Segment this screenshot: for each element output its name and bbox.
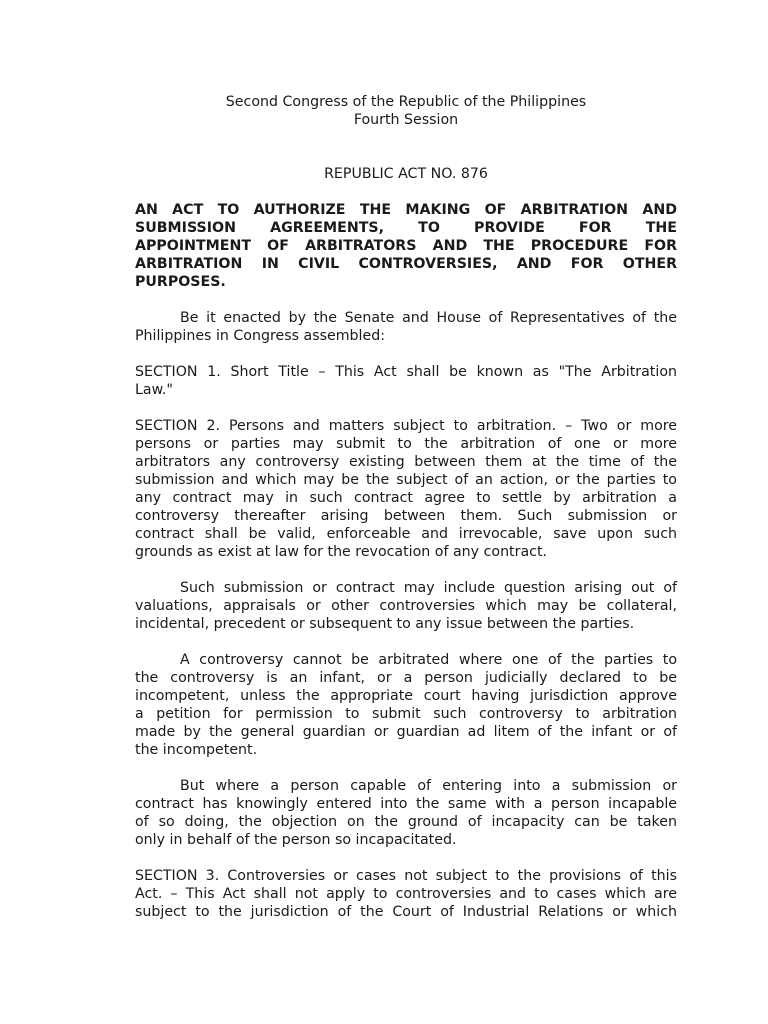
act-title-line: AN ACT TO AUTHORIZE THE MAKING OF ARBITRATION AND xyxy=(135,202,677,218)
paragraph-line: contract has knowingly entered into the same with a person incapable xyxy=(135,796,677,812)
paragraph-line: the controversy is an infant, or a person judicially declared to be xyxy=(135,670,677,686)
paragraph-line: incidental, precedent or subsequent to any issue between the parties. xyxy=(135,616,635,632)
paragraph-line: submission and which may be the subject of an action, or the parties to xyxy=(135,472,677,488)
paragraph-line: persons or parties may submit to the arbitration of one or more xyxy=(135,436,677,452)
paragraph-line: Act. – This Act shall not apply to controversies and to cases which are xyxy=(135,886,677,902)
paragraph-line: incompetent, unless the appropriate court having jurisdiction approve xyxy=(135,688,677,704)
paragraph-line: contract shall be valid, enforceable and irrevocable, save upon such xyxy=(135,526,677,542)
paragraph-line: of so doing, the objection on the ground of incapacity can be taken xyxy=(135,814,677,830)
paragraph-line: SECTION 2. Persons and matters subject to arbitration. – Two or more xyxy=(135,418,677,434)
enacting-clause xyxy=(135,309,677,345)
section-2-paragraph-3 xyxy=(135,651,677,759)
paragraph-line: But where a person capable of entering into a submission or xyxy=(180,778,677,794)
act-title-line: ARBITRATION IN CIVIL CONTROVERSIES, AND FOR OTHER xyxy=(135,256,677,272)
paragraph-line: the incompetent. xyxy=(135,742,258,758)
paragraph-line: Be it enacted by the Senate and House of Representatives of the xyxy=(180,310,677,326)
congress-heading: Second Congress of the Republic of the Philippines xyxy=(225,94,587,110)
paragraph-line: Law." xyxy=(135,382,173,398)
paragraph-line: SECTION 3. Controversies or cases not subject to the provisions of this xyxy=(135,868,677,884)
paragraph-line: grounds as exist at law for the revocation of any contract. xyxy=(135,544,548,560)
session-heading: Fourth Session xyxy=(353,112,459,128)
act-number: REPUBLIC ACT NO. 876 xyxy=(324,166,488,182)
paragraph-line: a petition for permission to submit such controversy to arbitration xyxy=(135,706,677,722)
paragraph-line: Philippines in Congress assembled: xyxy=(135,328,386,344)
paragraph-line: subject to the jurisdiction of the Court of Industrial Relations or which xyxy=(135,904,677,920)
document-page xyxy=(135,93,677,921)
paragraph-line: arbitrators any controversy existing between them at the time of the xyxy=(135,454,677,470)
section-2-paragraph-2 xyxy=(135,579,677,633)
section-1 xyxy=(135,363,677,399)
paragraph-line: only in behalf of the person so incapacitated. xyxy=(135,832,457,848)
section-2 xyxy=(135,417,677,561)
paragraph-line: valuations, appraisals or other controversies which may be collateral, xyxy=(135,598,677,614)
act-title-line: SUBMISSION AGREEMENTS, TO PROVIDE FOR THE xyxy=(135,220,677,236)
paragraph-line: controversy thereafter arising between them. Such submission or xyxy=(135,508,677,524)
paragraph-line: Such submission or contract may include question arising out of xyxy=(180,580,677,596)
act-title xyxy=(135,201,677,291)
section-2-paragraph-4 xyxy=(135,777,677,849)
paragraph-line: any contract may in such contract agree to settle by arbitration a xyxy=(135,490,677,506)
section-3 xyxy=(135,867,677,921)
act-title-line: PURPOSES. xyxy=(135,274,226,290)
paragraph-line: SECTION 1. Short Title – This Act shall be known as "The Arbitration xyxy=(135,364,677,380)
paragraph-line: A controversy cannot be arbitrated where one of the parties to xyxy=(180,652,677,668)
paragraph-line: made by the general guardian or guardian ad litem of the infant or of xyxy=(135,724,677,740)
act-title-line: APPOINTMENT OF ARBITRATORS AND THE PROCEDURE FOR xyxy=(135,238,677,254)
